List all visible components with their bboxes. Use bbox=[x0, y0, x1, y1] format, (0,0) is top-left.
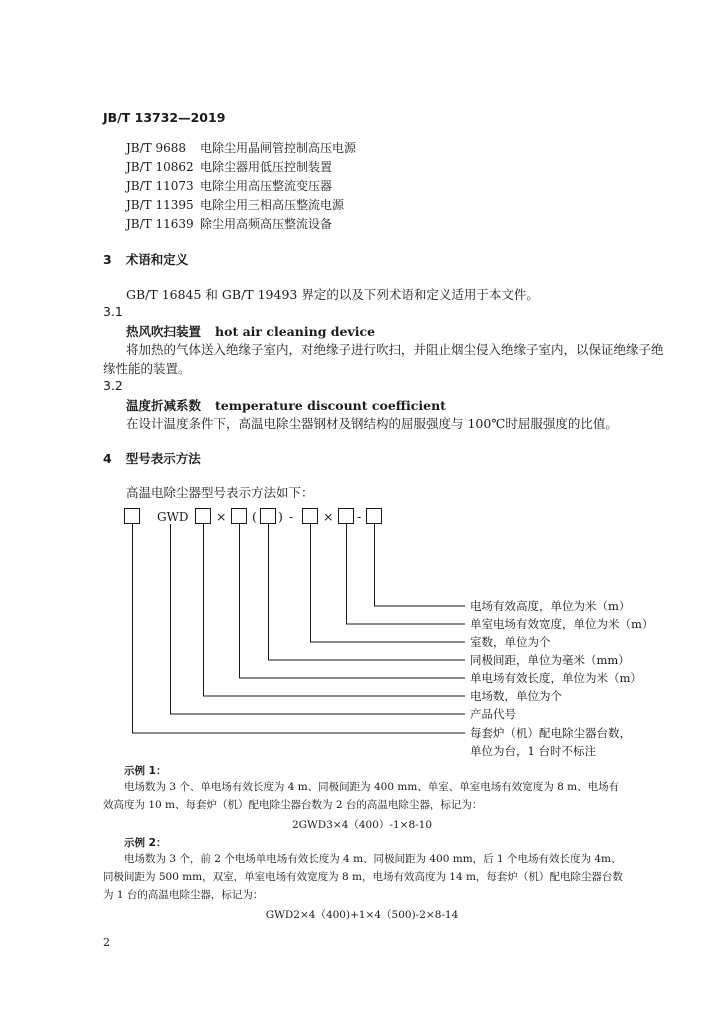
reference-title: 电除尘用晶闸管控制高压电源 bbox=[200, 141, 357, 155]
section-3-intro: GB/T 16845 和 GB/T 19493 界定的以及下列术语和定义适用于本文件。 bbox=[126, 287, 539, 302]
leader-line bbox=[133, 524, 466, 733]
reference-title: 除尘用高频高压整流设备 bbox=[200, 217, 333, 231]
leader-line bbox=[204, 524, 466, 696]
leader-line bbox=[171, 524, 466, 714]
term-definition: 在设计温度条件下，高温电除尘器钢材及钢结构的屈服强度与 100℃时屈服强度的比值。 bbox=[126, 416, 618, 431]
term-definition-cont: 缘性能的装置。 bbox=[103, 361, 191, 376]
document-header: JB/T 13732—2019 bbox=[103, 110, 226, 125]
example-text: 电场数为 3 个、单电场有效长度为 4 m、同极间距为 400 mm、单室、单室电场有效宽度为 8 m、电场有效高度为 10 m、每套炉（机）配电除尘器台数为 2 台的高温电除尘器，标记为： bbox=[103, 781, 620, 811]
example-text: 电场数为 3 个，前 2 个电场单电场有效长度为 4 m、同极间距为 400 mm，后 1 个电场有效长度为 4m、同极间距为 500 mm，双室，单室电场有效宽度为 8 m，电场有效高度为 14 m，每套炉（机）配电除尘器台数为 1 台的高温电除尘器，标记为： bbox=[103, 853, 623, 901]
reference-title: 电除尘器用低压控制装置 bbox=[200, 160, 333, 174]
diagram-dash: - bbox=[289, 509, 294, 524]
diagram-label: 电场数，单位为个 bbox=[470, 689, 562, 703]
term-definition: 将加热的气体送入绝缘子室内，对绝缘子进行吹扫，并阻止烟尘侵入绝缘子室内，以保证绝缘子绝 bbox=[126, 342, 664, 357]
section-title: 型号表示方法 bbox=[125, 451, 201, 466]
example-mark: GWD2×4（400)+1×4（500)-2×8-14 bbox=[265, 909, 459, 921]
leader-line bbox=[375, 524, 466, 606]
slot-box-field-count bbox=[196, 509, 211, 524]
diagram-times-symbol: × bbox=[216, 509, 227, 524]
diagram-label: 同极间距，单位为毫米（mm） bbox=[470, 653, 630, 667]
reference-code: JB/T 10862 bbox=[126, 160, 194, 174]
diagram-label: 单位为台，1 台时不标注 bbox=[470, 744, 596, 758]
section-number: 4 bbox=[103, 451, 112, 466]
diagram-product-code: GWD bbox=[157, 510, 189, 524]
reference-code: JB/T 9688 bbox=[126, 141, 187, 155]
diagram-label: 室数，单位为个 bbox=[470, 635, 551, 649]
slot-box-units-per-boiler bbox=[125, 509, 140, 524]
diagram-label: 每套炉（机）配电除尘器台数， bbox=[470, 726, 631, 740]
slot-box-chamber-count bbox=[303, 509, 318, 524]
term-en: temperature discount coefficient bbox=[215, 398, 446, 413]
diagram-left-paren: ( bbox=[252, 509, 257, 524]
example-title: 示例 2： bbox=[124, 837, 167, 849]
diagram-right-paren: ) bbox=[278, 509, 283, 524]
example-mark: 2GWD3×4（400）-1×8-10 bbox=[291, 819, 433, 831]
term-en: hot air cleaning device bbox=[215, 324, 376, 339]
section-4-intro: 高温电除尘器型号表示方法如下： bbox=[126, 485, 314, 500]
slot-box-field-width bbox=[339, 509, 354, 524]
diagram-label: 产品代号 bbox=[470, 707, 516, 721]
slot-box-pole-spacing bbox=[261, 509, 276, 524]
diagram-label: 电场有效高度，单位为米（m） bbox=[470, 599, 631, 613]
term-zh: 热风吹扫装置 bbox=[126, 324, 202, 339]
term-number: 3.2 bbox=[103, 378, 123, 393]
reference-title: 电除尘用三相高压整流电源 bbox=[200, 198, 345, 212]
diagram-times-symbol: × bbox=[323, 509, 334, 524]
reference-code: JB/T 11639 bbox=[126, 217, 194, 231]
page-number: 2 bbox=[103, 936, 110, 949]
example-title: 示例 1： bbox=[124, 765, 167, 777]
reference-code: JB/T 11395 bbox=[126, 198, 194, 212]
term-number: 3.1 bbox=[103, 304, 123, 319]
leader-line bbox=[240, 524, 466, 678]
reference-code: JB/T 11073 bbox=[126, 179, 194, 193]
diagram-label: 单电场有效长度，单位为米（m） bbox=[470, 671, 642, 685]
section-number: 3 bbox=[103, 252, 112, 267]
slot-box-field-height bbox=[367, 509, 382, 524]
term-zh: 温度折减系数 bbox=[126, 398, 202, 413]
diagram-label: 单室电场有效宽度，单位为米（m） bbox=[470, 617, 654, 631]
section-title: 术语和定义 bbox=[125, 252, 189, 267]
leader-line bbox=[269, 524, 466, 660]
diagram-dash: - bbox=[357, 509, 362, 524]
reference-title: 电除尘用高压整流变压器 bbox=[200, 179, 333, 193]
leader-line bbox=[347, 524, 466, 624]
slot-box-field-length bbox=[232, 509, 247, 524]
